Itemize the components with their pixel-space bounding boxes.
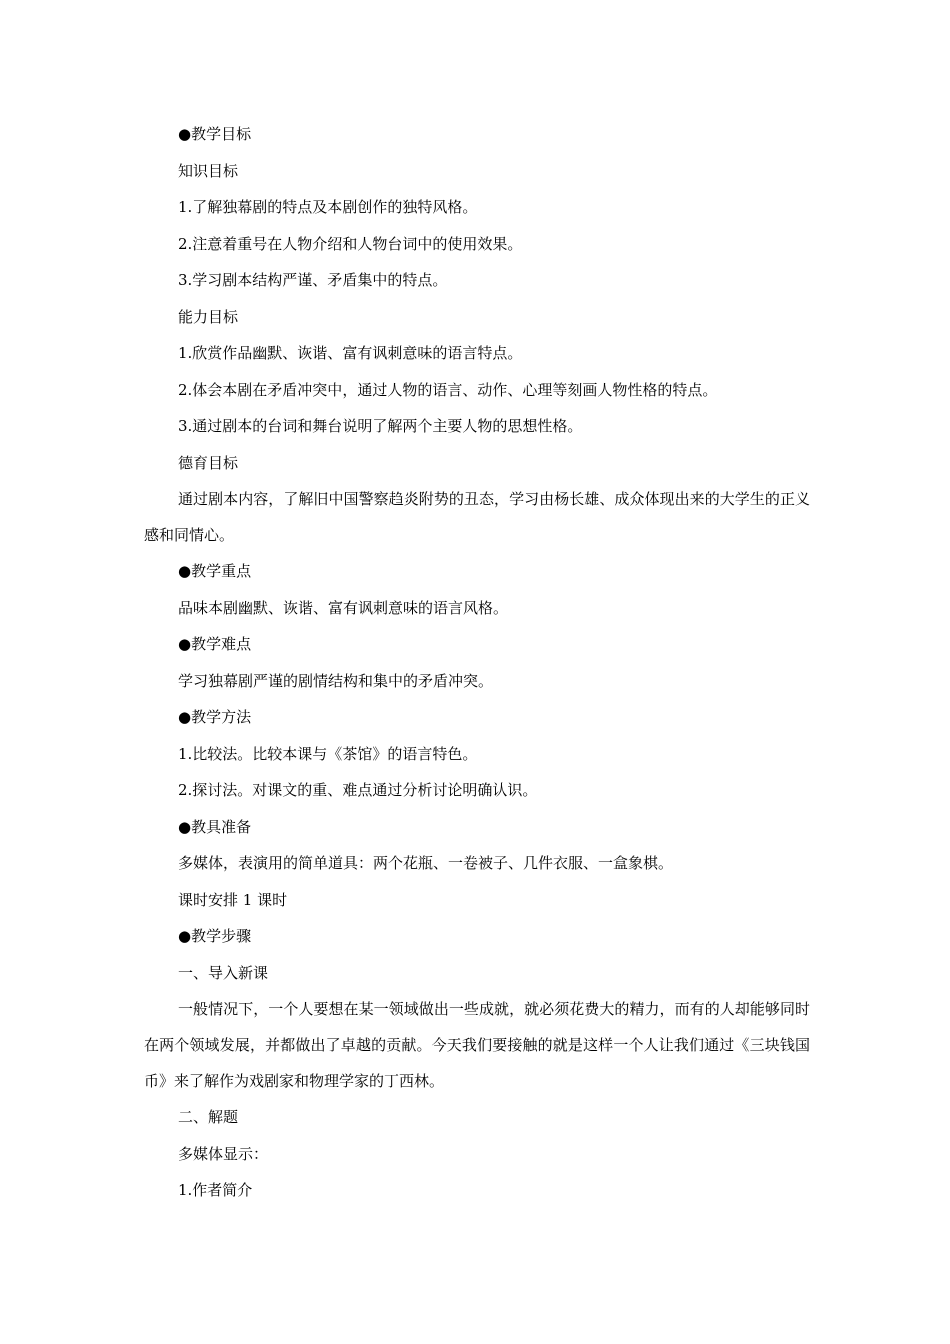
author-intro: 1.作者简介 — [178, 1181, 253, 1199]
step-1-text: 一般情况下，一个人要想在某一领域做出一些成就，就必须花费大的精力，而有的人却能够同时在两个领域发展，并都做出了卓越的贡献。今天我们要接触的就是这样一个人让我们通过《三块钱国币》来了解作为戏剧家和物理学家的丁西林。 — [144, 1000, 810, 1090]
materials-text: 多媒体，表演用的简单道具：两个花瓶、一卷被子、几件衣服、一盒象棋。 — [178, 854, 674, 872]
heading-difficulties: ●教学难点 — [178, 635, 252, 653]
knowledge-goal-3: 3.学习剧本结构严谨、矛盾集中的特点。 — [178, 271, 448, 289]
heading-materials: ●教具准备 — [178, 817, 252, 836]
subheading-moral-goals: 德育目标 — [178, 453, 239, 472]
step-1-heading: 一、导入新课 — [178, 963, 269, 982]
heading-teaching-steps: ●教学步骤 — [178, 927, 252, 945]
subheading-knowledge-goals: 知识目标 — [178, 161, 239, 180]
step-2-heading: 二、解题 — [178, 1108, 239, 1126]
multimedia-display: 多媒体显示： — [178, 1144, 269, 1163]
difficulties-text: 学习独幕剧严谨的剧情结构和集中的矛盾冲突。 — [178, 671, 494, 690]
heading-teaching-methods: ●教学方法 — [178, 708, 252, 726]
document-body — [144, 122, 810, 1215]
class-hours: 课时安排 1 课时 — [178, 890, 288, 909]
heading-key-points: ●教学重点 — [178, 562, 252, 580]
method-1: 1.比较法。比较本课与《茶馆》的语言特色。 — [178, 744, 478, 763]
moral-goal-text: 通过剧本内容，了解旧中国警察趋炎附势的丑态，学习由杨长雄、成众体现出来的大学生的正义感和同情心。 — [144, 490, 810, 544]
ability-goal-3: 3.通过剧本的台词和舞台说明了解两个主要人物的思想性格。 — [178, 417, 583, 435]
heading-teaching-goals: ●教学目标 — [178, 125, 252, 143]
ability-goal-1: 1.欣赏作品幽默、诙谐、富有讽刺意味的语言特点。 — [178, 344, 523, 362]
subheading-ability-goals: 能力目标 — [178, 307, 239, 326]
knowledge-goal-1: 1.了解独幕剧的特点及本剧创作的独特风格。 — [178, 198, 478, 216]
key-points-text: 品味本剧幽默、诙谐、富有讽刺意味的语言风格。 — [178, 598, 509, 617]
method-2: 2.探讨法。对课文的重、难点通过分析讨论明确认识。 — [178, 781, 538, 799]
ability-goal-2: 2.体会本剧在矛盾冲突中，通过人物的语言、动作、心理等刻画人物性格的特点。 — [178, 380, 718, 399]
knowledge-goal-2: 2.注意着重号在人物介绍和人物台词中的使用效果。 — [178, 234, 523, 253]
